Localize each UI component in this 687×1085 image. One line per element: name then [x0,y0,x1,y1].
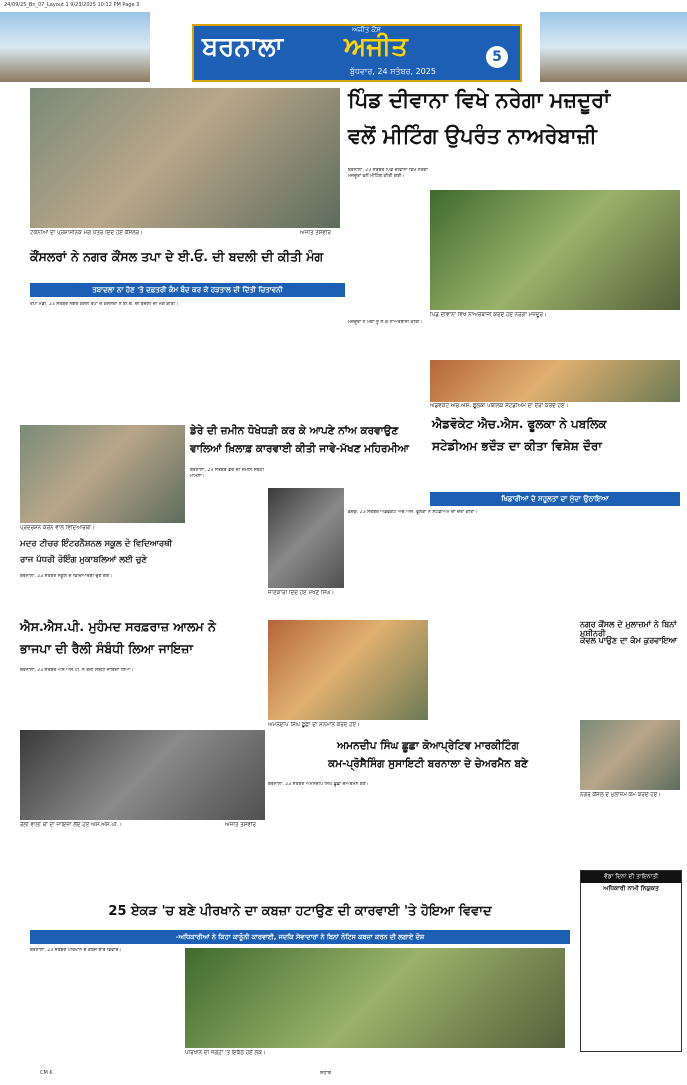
school-body: ਬਰਨਾਲਾ, 23 ਸਤੰਬਰ ਸਕੂਲ ਦੇ ਵਿਦਿਆਰਥੀ ਚੁਣੇ ਗਏ। [20,574,113,579]
council-photo-credit: ਅਜੀਤ ਤਸਵੀਰ [300,230,331,236]
school-headline-1: ਮਦਰ ਟੀਚਰ ਇੰਟਰਨੈਸ਼ਨਲ ਸਕੂਲ ਦੇ ਵਿਦਿਆਰਥੀ [20,539,173,549]
ssp-body: ਬਰਨਾਲਾ, 23 ਸਤੰਬਰ ਐਸ.ਐਸ.ਪੀ. ਨੇ ਰੈਲੀ ਸੰਬੰਧੀ ਜਾਇਜ਼ਾ ਲਿਆ। [20,668,134,673]
page-number: 5 [486,46,508,68]
cemetery-body: ਬਰਨਾਲਾ, 23 ਸਤੰਬਰ ਪੀਰਖਾਨੇ ਦੇ ਕਬਜ਼ੇ ਬਾਰੇ ਵਿਵਾਦ। [30,948,122,953]
ssp-photo-credit: ਅਜੀਤ ਤਸਵੀਰ [225,822,256,828]
stadium-photo-caption: ਐਡਵੋਕੇਟ ਐਚ.ਐਸ. ਫੂਲਕਾ ਪਬਲਿਕ ਸਟੇਡੀਅਮ ਦਾ ਦੌਰਾ ਕਰਦੇ ਹੋਏ। [430,403,569,409]
notice-subtitle: ਅਧਿਕਾਰੀ ਨਾਮੀ ਨਿਯੁਕਤ [603,885,659,892]
stadium-headline-1: ਐਡਵੋਕੇਟ ਐਚ.ਐਸ. ਫੂਲਕਾ ਨੇ ਪਬਲਿਕ [432,417,607,431]
cemetery-headline: 25 ਏਕੜ 'ਚ ਬਣੇ ਪੀਰਖਾਨੇ ਦਾ ਕਬਜ਼ਾ ਹਟਾਉਣ ਦੀ ਕਾਰਵਾਈ 'ਤੇ ਹੋਇਆ ਵਿਵਾਦ [108,904,492,919]
cooperative-headline-2: ਕਮ-ਪ੍ਰੋਸੈਸਿੰਗ ਸੁਸਾਇਟੀ ਬਰਨਾਲਾ ਦੇ ਚੇਅਰਮੈਨ ਬਣੇ [328,758,528,770]
drain-headline-1: ਨਗਰ ਕੌਂਸਲ ਦੇ ਮੁਲਾਜ਼ਮਾਂ ਨੇ ਬਿਨਾਂ ਮਸ਼ੀਨਰੀ [580,620,677,639]
masthead-left-photo [0,12,150,82]
school-caption: ਪ੍ਰਦਰਸ਼ਨ ਕਰਨ ਵਾਲੇ ਵਿਦਿਆਰਥੀ। [20,525,95,531]
footer-left: CM K [40,1070,53,1076]
cemetery-photo [185,948,565,1048]
cooperative-photo-caption: ਅਮਨਦੀਪ ਸਿੰਘ ਛੂਛਾ ਦਾ ਸਨਮਾਨ ਕਰਦੇ ਹੋਏ। [268,722,360,728]
stadium-subhead: ਖਿਡਾਰੀਆਂ ਦੇ ਸਹੂਲਤਾਂ ਦਾ ਮੁੱਦਾ ਉਠਾਇਆ [430,492,680,506]
land-headline-2: ਵਾਲਿਆਂ ਖ਼ਿਲਾਫ਼ ਕਾਰਵਾਈ ਕੀਤੀ ਜਾਵੇ-ਮੱਖਣ ਮਹਿਰਮੀਆ [190,443,409,455]
narega-headline-2: ਵਲੋਂ ਮੀਟਿੰਗ ਉਪਰੰਤ ਨਾਅਰੇਬਾਜ਼ੀ [348,124,597,148]
stadium-body: ਭਦੌੜ, 23 ਸਤੰਬਰ ਐਡਵੋਕੇਟ ਐਚ.ਐਸ. ਫੂਲਕਾ ਨੇ ਸਟੇਡੀਅਮ ਦਾ ਦੌਰਾ ਕੀਤਾ। [348,510,478,515]
council-photo [30,88,340,228]
cemetery-subhead: -ਅਧਿਕਾਰੀਆਂ ਨੇ ਕਿਹਾ ਕਾਨੂੰਨੀ ਕਾਰਵਾਈ, ਜਦਕਿ ਸੇਵਾਦਾਰਾਂ ਨੇ ਬਿਨਾਂ ਨੋਟਿਸ ਕਬਜ਼ਾ ਕਰਨ ਦੀ ਲਗਾਏ ਦੋਸ਼ [30,930,570,944]
ssp-headline-2: ਭਾਜਪਾ ਦੀ ਰੈਲੀ ਸੰਬੰਧੀ ਲਿਆ ਜਾਇਜ਼ਾ [20,641,193,656]
masthead-paper-name: ਅਜੀਤ [344,32,408,62]
masthead-tagline: ਅਜੀਤ ਕੌਂਸ [352,26,381,34]
council-photo-caption: ਟੋਕੇਨੀਆਂ ਦਾ ਪ੍ਰਸ਼ਾਸਨਿਕ ਮੰਗ ਪੱਤਰ ਦਿੰਦੇ ਹੋਏ ਕੌਂਸਲਰ। [30,230,143,236]
narega-photo-caption: ਪਿੰਡ ਦੀਵਾਨਾ ਵਿਖੇ ਨਾਅਰੇਬਾਜ਼ੀ ਕਰਦੇ ਹੋਏ ਨਰੇਗਾ ਮਜ਼ਦੂਰ। [430,312,547,318]
land-body: ਬਰਨਾਲਾ, 23 ਸਤੰਬਰ ਡੇਰੇ ਦੀ ਜ਼ਮੀਨ ਸੰਬੰਧੀ ਮਾਮਲਾ। [190,468,264,479]
masthead-city: ਬਰਨਾਲਾ [202,32,284,62]
cooperative-headline-1: ਅਮਨਦੀਪ ਸਿੰਘ ਛੂਛਾ ਕੋਆਪ੍ਰੇਟਿਵ ਮਾਰਕੀਟਿੰਗ [337,740,519,752]
notice-title: ਵੱਡਾ ਦਿਨਾਂ ਦੀ ਤਾਇਨਾਤੀ [581,871,681,883]
ssp-headline-1: ਐਸ.ਐਸ.ਪੀ. ਮੁਹੰਮਦ ਸਰਫ਼ਰਾਜ਼ ਆਲਮ ਨੇ [20,619,216,634]
masthead [192,24,522,82]
masthead-right-photo [540,12,687,82]
school-headline-2: ਰਾਜ ਪੱਧਰੀ ਰੋਇੰਗ ਮੁਕਾਬਲਿਆਂ ਲਈ ਚੁਣੇ [20,555,148,565]
land-photo [268,488,344,588]
narega-body-col-1: ਬਰਨਾਲਾ, 23 ਸਤੰਬਰ ਪਿੰਡ ਦੀਵਾਨਾ ਵਿਖੇ ਨਰੇਗਾ ਮਜ਼ਦੂਰਾਂ ਵਲੋਂ ਮੀਟਿੰਗ ਕੀਤੀ ਗਈ। [348,168,428,179]
drain-photo-caption: ਨਗਰ ਕੌਂਸਲ ਦੇ ਮੁਲਾਜ਼ਮ ਕੰਮ ਕਰਦੇ ਹੋਏ। [580,792,661,798]
print-slug: 24/09/25_Bn_07_Layout 1 9/23/2025 10:12 PM Page 3 [4,2,140,8]
stadium-headline-2: ਸਟੇਡੀਅਮ ਭਦੌੜ ਦਾ ਕੀਤਾ ਵਿਸ਼ੇਸ਼ ਦੌਰਾ [432,439,602,453]
council-headline: ਕੌਂਸਲਰਾਂ ਨੇ ਨਗਰ ਕੌਂਸਲ ਤਪਾ ਦੇ ਈ.ਓ. ਦੀ ਬਦਲੀ ਦੀ ਕੀਤੀ ਮੰਗ [30,249,324,264]
narega-body-col-2: ਮਜ਼ਦੂਰਾਂ ਨੇ ਮੰਗਾਂ ਨੂੰ ਲੈ ਕੇ ਨਾਅਰੇਬਾਜ਼ੀ ਕੀਤੀ। [348,320,423,325]
land-headline-1: ਡੇਰੇ ਦੀ ਜ਼ਮੀਨ ਧੋਖੇਧੜੀ ਕਰ ਕੇ ਆਪਣੇ ਨਾਂਅ ਕਰਵਾਉਣ [190,425,399,437]
cemetery-photo-caption: ਪੀਰਖਾਨੇ ਦੀ ਜਗ੍ਹਾ 'ਤੇ ਇਕੱਠੇ ਹੋਏ ਲੋਕ। [185,1050,266,1056]
narega-photo [430,190,680,310]
council-subhead: ਤਬਾਦਲਾ ਨਾ ਹੋਣ 'ਤੇ ਦਫ਼ਤਰੀ ਕੰਮ ਬੰਦ ਕਰ ਕੇ ਹੜਤਾਲ ਦੀ ਦਿੱਤੀ ਚਿਤਾਵਨੀ [30,283,345,297]
cooperative-body: ਬਰਨਾਲਾ, 23 ਸਤੰਬਰ ਅਮਨਦੀਪ ਸਿੰਘ ਛੂਛਾ ਚੇਅਰਮੈਨ ਬਣੇ। [268,782,369,787]
ssp-photo [20,730,265,820]
footer-center: ਸ਼ਹਾਬ [320,1070,331,1076]
council-body: ਤਪਾ ਮੰਡੀ, 23 ਸਤੰਬਰ ਨਗਰ ਕੌਂਸਲ ਤਪਾ ਦੇ ਕੌਂਸਲਰਾਂ ਨੇ ਈ.ਓ. ਦੀ ਬਦਲੀ ਦੀ ਮੰਗ ਕੀਤੀ। [30,302,179,307]
drain-photo [580,720,680,790]
notice-box [580,870,682,1052]
land-photo-caption: ਜਾਣਕਾਰੀ ਦਿੰਦੇ ਹੋਏ ਮੱਖਣ ਸਿੰਘ। [268,590,335,596]
ssp-photo-caption: ਰੈਲੀ ਵਾਲੀ ਥਾਂ ਦਾ ਜਾਇਜ਼ਾ ਲੈਂਦੇ ਹੋਏ ਐਸ.ਐਸ.ਪੀ.। [20,822,123,828]
stadium-photo [430,360,680,402]
narega-headline-1: ਪਿੰਡ ਦੀਵਾਨਾ ਵਿਖੇ ਨਰੇਗਾ ਮਜ਼ਦੂਰਾਂ [348,88,611,112]
cooperative-photo [268,620,428,720]
masthead-date: ਬੁੱਧਵਾਰ, 24 ਸਤੰਬਰ, 2025 [350,67,436,76]
drain-headline-2: ਕੇਵਲ ਪਾਉਣ ਦਾ ਕੰਮ ਕੁਰਵਾਇਆ [580,636,678,645]
school-students-photo [20,425,185,523]
